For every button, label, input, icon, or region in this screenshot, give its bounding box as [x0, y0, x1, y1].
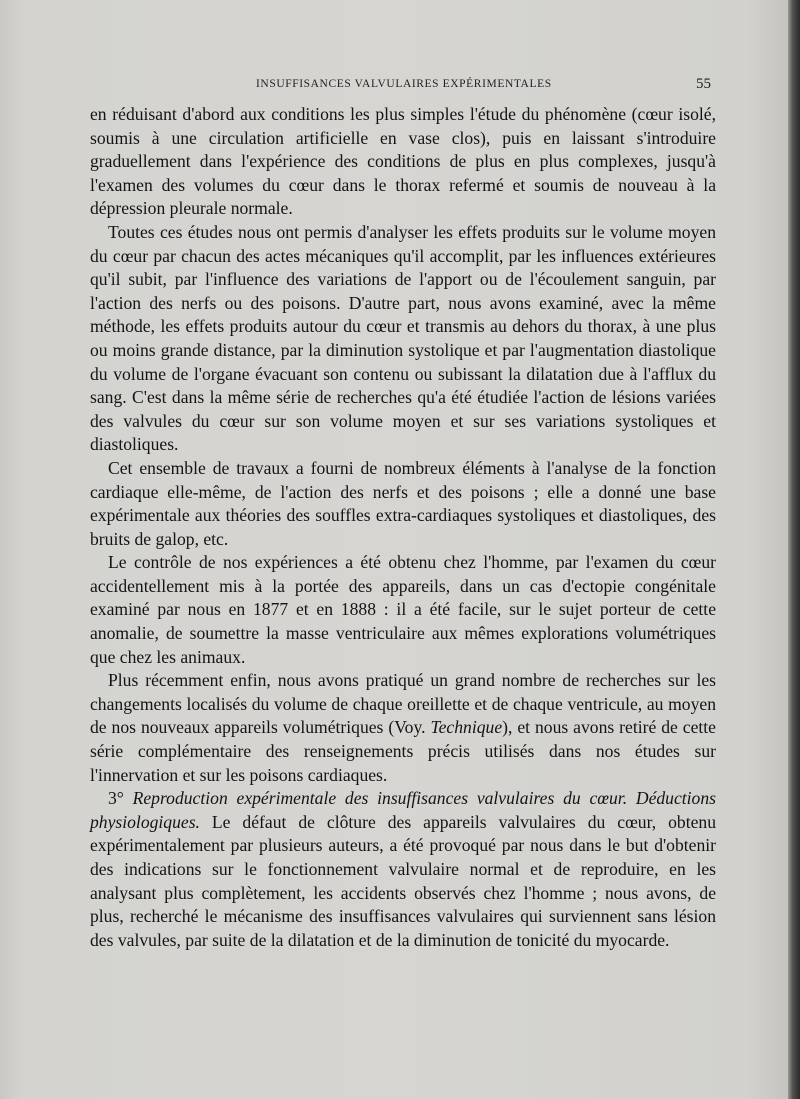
paragraph-6 [90, 787, 716, 952]
paragraph-2: Toutes ces études nous ont permis d'analyser les effets produits sur le volume moyen du cœur par chacun des actes mécaniques qu'il accomplit, par les influences extérieures qu'il subit, par l'influence des variations de l'apport ou de l'écoulement sanguin, par l'action des nerfs ou des poisons. D'autre part, nous avons examiné, avec la même méthode, les effets produits autour du cœur et transmis au dehors du thorax, à une plus ou moins grande distance, par la diminution systolique et par l'augmentation diastolique du volume de l'organe évacuant son contenu ou subissant la dilatation due à l'afflux du sang. C'est dans la même série de recherches qu'a été étudiée l'action de lésions variées des valvules du cœur sur son volume moyen et sur ses variations systoliques et diastoliques. [90, 221, 716, 455]
running-head: INSUFFISANCES VALVULAIRES EXPÉRIMENTALES [256, 78, 552, 90]
paragraph-5 [90, 669, 716, 787]
paragraph-1: en réduisant d'abord aux conditions les plus simples l'étude du phénomène (cœur isolé, soumis à une circulation artificielle en vase clos), puis en laissant s'introduire graduellement dans l'expérience des conditions de plus en plus complexes, jusqu'à l'examen des volumes du cœur dans le thorax refermé et soumis de nouveau à la dépression pleurale normale. [90, 104, 716, 219]
page-edge-shadow [788, 0, 800, 1099]
paragraph-6-text: Le défaut de clôture des appareils valvulaires du cœur, obtenu expérimentalement par plusieurs auteurs, a été provoqué par nous dans le but d'obtenir des indications sur le fonctionnement valvulaire normal et de reproduire, en les analysant plus complètement, les accidents observés chez l'homme ; nous avons, de plus, recherché le mécanisme des insuffisances valvulaires qui surviennent sans lésion des valvules, par suite de la dilatation et de la diminution de tonicité du myocarde. [90, 811, 716, 950]
section-heading: Reproduction expérimentale des insuffisances valvulaires du cœur. Déductions physiologiques. [90, 788, 717, 832]
paragraph-4: Le contrôle de nos expériences a été obtenu chez l'homme, par l'examen du cœur accidentellement mis à la portée des appareils, dans un cas d'ectopie congénitale examiné par nous en 1877 et en 1888 : il a été facile, sur le sujet porteur de cette anomalie, de soumettre la masse ventriculaire aux mêmes explorations volumétriques que chez les animaux. [90, 552, 716, 667]
paragraph-5-text-after: ), et nous avons retiré de cette série complémentaire des renseignements précis utilisés dans nos études sur l'innervation et sur les poisons cardiaques. [90, 717, 716, 785]
body-text [90, 103, 716, 952]
paragraph-5-text-before: Plus récemment enfin, nous avons pratiqué un grand nombre de recherches sur les changements localisés du volume de chaque oreillette et de chaque ventricule, au moyen de nos nouveaux appareils volumétriques (Voy. [90, 670, 716, 738]
paragraph-3: Cet ensemble de travaux a fourni de nombreux éléments à l'analyse de la fonction cardiaque elle-même, de l'action des nerfs et des poisons ; elle a donné une base expérimentale aux théories des souffles extra-cardiaques systoliques et diastoliques, des bruits de galop, etc. [90, 457, 716, 549]
page-number: 55 [696, 76, 711, 92]
technique-reference: Technique [430, 717, 503, 738]
section-number: 3° [108, 788, 124, 809]
